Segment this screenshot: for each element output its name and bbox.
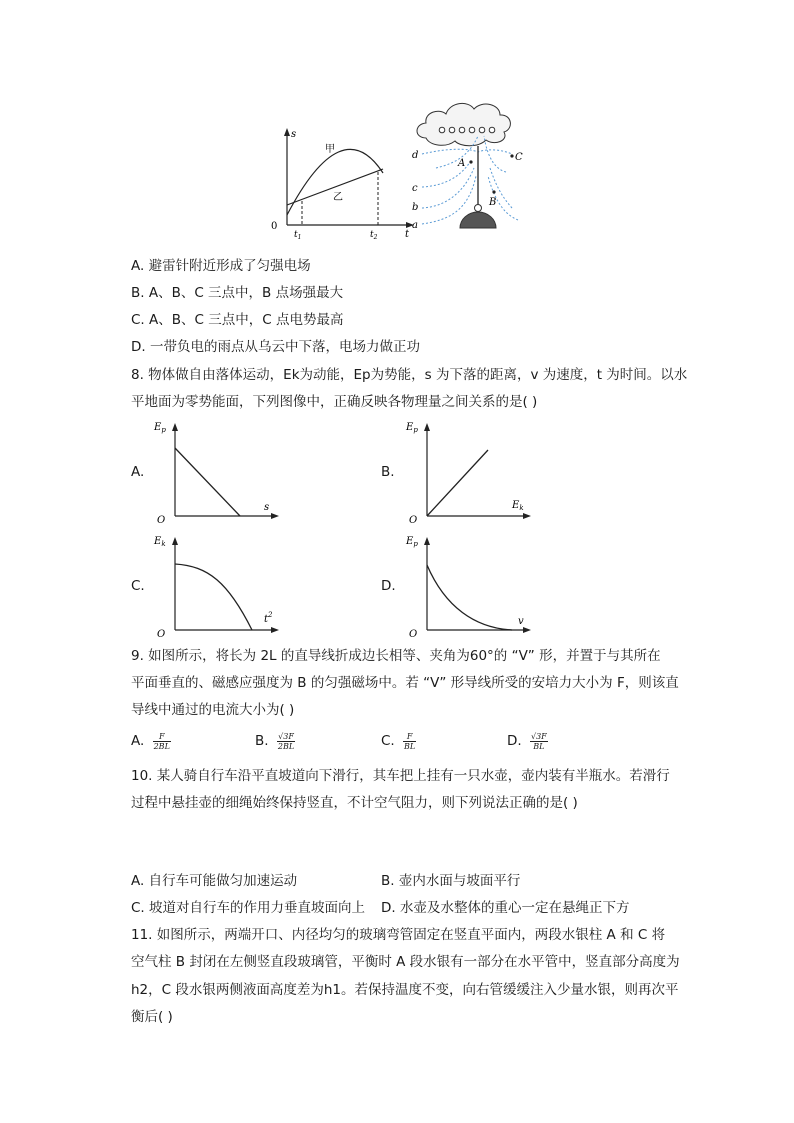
q9-option-c [381,731,416,751]
t2-label [370,230,378,240]
svg-text:Ep [153,422,166,434]
q8c-x-main: t [264,614,269,625]
q11-stem-line1: 11. 如图所示，两端开口、内径均匀的玻璃弯管固定在竖直平面内，两段水银柱 A 和 C 将 [131,927,666,943]
t2-main: t [370,230,374,240]
q10-option-b: B. 壶内水面与坡面平行 [381,873,521,889]
q8a-y-main: E [154,422,162,433]
q8-option-d-letter: D. [381,578,396,594]
q8-graph-b [400,418,535,526]
q8-stem-line2: 平地面为零势能面，下列图像中，正确反映各物理量之间关系的是( ) [131,394,538,410]
q9-b-num: √3F [278,731,294,741]
q8-option-b-letter: B. [381,464,395,480]
q8d-y-main: E [406,536,414,547]
q8b-x-sub: k [519,504,524,512]
q9-option-a-letter: A. [131,733,145,749]
q9-a-num: F [153,732,171,742]
q8-graph-c [148,532,283,640]
t1-main: t [294,230,298,240]
q10-stem-line1: 10. 某人骑自行车沿平直坡道向下滑行，其车把上挂有一只水壶，壶内装有半瓶水。若滑行 [131,768,670,784]
q9-d-num: √3F [530,731,547,741]
q9-option-d-letter: D. [507,733,522,749]
svg-text:t2 [264,611,273,625]
q8a-x-label: s [264,502,270,513]
q11-stem-line3: h2，C 段水银两侧液面高度差为h1。若保持温度不变，向右管缓缓注入少量水银，则再次平 [131,982,679,998]
q8-option-a-letter: A. [131,464,145,480]
q9-stem-line1: 9. 如图所示，将长为 2L 的直导线折成边长相等、夹角为60°的 “V” 形，并置于与其所在 [131,648,661,664]
q8c-y-sub: k [161,540,166,548]
q9-option-c-fraction [403,732,416,751]
q9-option-b-letter: B. [255,733,269,749]
q11-stem-line2: 空气柱 B 封闭在左侧竖直段玻璃管，平衡时 A 段水银有一部分在水平管中，竖直部分高度为 [131,954,680,970]
q9-c-num: F [403,732,416,742]
q9-option-d-fraction [530,732,548,751]
q11-stem-line4: 衡后( ) [131,1009,173,1025]
q9-option-d [507,731,548,751]
q9-b-den: 2BL [277,741,295,751]
q9-option-a-fraction [153,732,171,751]
q10-option-a: A. 自行车可能做匀加速运动 [131,873,298,889]
q8c-y-main: E [154,536,162,547]
q9-a-den: 2BL [153,741,170,751]
q8b-y-sub: p [413,426,418,434]
q8b-x-main: E [512,500,520,511]
q9-option-b-fraction [277,732,295,751]
line-d-label: d [412,150,419,161]
q8-graph-d [400,532,535,640]
t1-sub: 1 [297,234,302,240]
line-c-label: c [412,183,418,194]
t-axis-label: t [405,229,410,240]
t1-label [294,230,301,240]
q9-d-den: BL [533,741,545,751]
t2-sub: 2 [373,234,378,240]
st-graph-figure [265,125,415,240]
q8d-origin: O [409,629,418,640]
svg-text:Ep [405,422,418,434]
q8a-y-sub: p [161,426,166,434]
q7-option-c: C. A、B、C 三点中，C 点电势最高 [131,312,344,328]
q8-option-c-letter: C. [131,578,145,594]
lightning-rod-figure [408,96,528,236]
q9-option-b [255,731,295,751]
svg-text:Ek [153,536,166,548]
q8-stem-line1: 8. 物体做自由落体运动，Ek为动能，Ep为势能，s 为下落的距离，v 为速度，t 为时间。以水 [131,367,688,383]
q8c-origin: O [157,629,166,640]
q8a-origin: O [157,515,166,526]
q8d-y-sub: p [413,540,418,548]
q7-option-b: B. A、B、C 三点中，B 点场强最大 [131,285,344,301]
q8b-origin: O [409,515,418,526]
q10-stem-line2: 过程中悬挂壶的细绳始终保持竖直，不计空气阻力，则下列说法正确的是( ) [131,795,578,811]
q8b-y-main: E [406,422,414,433]
q9-stem-line2: 平面垂直的、磁感应强度为 B 的匀强磁场中。若 “V” 形导线所受的安培力大小为 F，则该直 [131,675,679,691]
q8-graph-a [148,418,283,526]
origin-label: 0 [271,221,278,232]
q9-stem-line3: 导线中通过的电流大小为( ) [131,702,295,718]
line-b-label: b [412,202,419,213]
point-b-label: B [489,197,497,208]
q9-option-c-letter: C. [381,733,395,749]
q8d-x-label: v [518,616,524,627]
curve-jia-label: 甲 [325,144,335,155]
point-a-label: A [458,158,466,169]
q10-option-d: D. 水壶及水整体的重心一定在悬绳正下方 [381,900,630,916]
line-a-label: a [412,220,418,231]
q9-c-den: BL [404,741,416,751]
svg-text:Ep [405,536,418,548]
q7-option-a: A. 避雷针附近形成了匀强电场 [131,258,311,274]
svg-text:Ek [511,500,524,512]
curve-yi-label: 乙 [333,192,343,203]
q10-option-c: C. 坡道对自行车的作用力垂直坡面向上 [131,900,366,916]
q7-option-d: D. 一带负电的雨点从乌云中下落，电场力做正功 [131,339,420,355]
point-c-label: C [515,152,523,163]
q9-option-a [131,731,171,751]
q8c-x-sup: 2 [268,611,273,619]
s-axis-label: s [291,129,297,140]
